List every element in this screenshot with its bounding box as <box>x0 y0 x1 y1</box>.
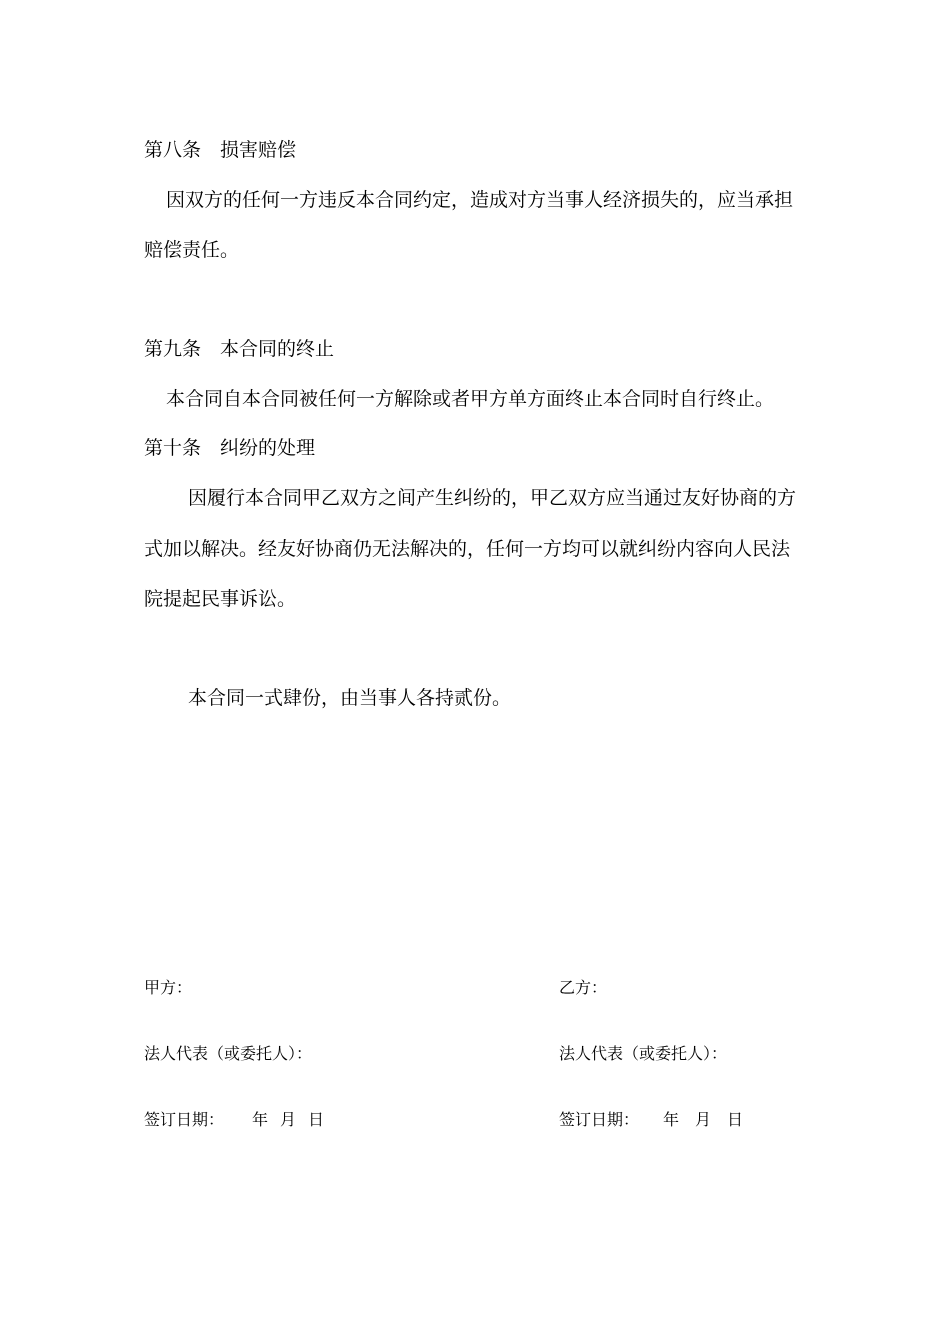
party-a-year: 年 <box>252 1110 269 1129</box>
article10-heading <box>144 436 315 460</box>
article9-heading <box>144 337 334 361</box>
party-a-date-row <box>144 1110 324 1130</box>
article10-heading-title: 纠纷的处理 <box>220 437 316 459</box>
party-a-label: 甲方： <box>144 978 193 997</box>
party-a-day: 日 <box>308 1110 325 1129</box>
article10-paragraph-line-3: 院提起民事诉讼。 <box>144 588 297 610</box>
article8-heading-number: 第八条 <box>144 139 202 161</box>
article9-heading-number: 第九条 <box>144 338 202 360</box>
article10-paragraph-line-2: 式加以解决。经友好协商仍无法解决的，任何一方均可以就纠纷内容向人民法 <box>144 538 791 560</box>
party-a-date-label: 签订日期： <box>144 1110 225 1129</box>
article8-paragraph-line-1: 因双方的任何一方违反本合同约定，造成对方当事人经济损失的，应当承担 <box>166 189 794 211</box>
party-b-date-row <box>559 1110 743 1130</box>
party-b-rep-label: 法人代表（或委托人）： <box>559 1044 728 1063</box>
article10-paragraph-line-1: 因履行本合同甲乙双方之间产生纠纷的，甲乙双方应当通过友好协商的方 <box>188 487 797 509</box>
party-b-label: 乙方： <box>559 978 608 997</box>
article9-heading-title: 本合同的终止 <box>220 338 335 360</box>
party-b-date-label: 签订日期： <box>559 1110 640 1129</box>
party-a-rep-label: 法人代表（或委托人）： <box>144 1044 313 1063</box>
party-a-month: 月 <box>280 1110 297 1129</box>
article8-heading <box>144 138 296 162</box>
party-b-year: 年 <box>663 1110 680 1129</box>
article8-paragraph-line-2: 赔偿责任。 <box>144 239 240 261</box>
copies-clause: 本合同一式肆份，由当事人各持贰份。 <box>188 687 512 709</box>
article10-heading-number: 第十条 <box>144 437 202 459</box>
party-b-day: 日 <box>727 1110 744 1129</box>
article8-heading-title: 损害赔偿 <box>220 139 297 161</box>
party-b-month: 月 <box>695 1110 712 1129</box>
article9-paragraph-line-1: 本合同自本合同被任何一方解除或者甲方单方面终止本合同时自行终止。 <box>166 388 775 410</box>
